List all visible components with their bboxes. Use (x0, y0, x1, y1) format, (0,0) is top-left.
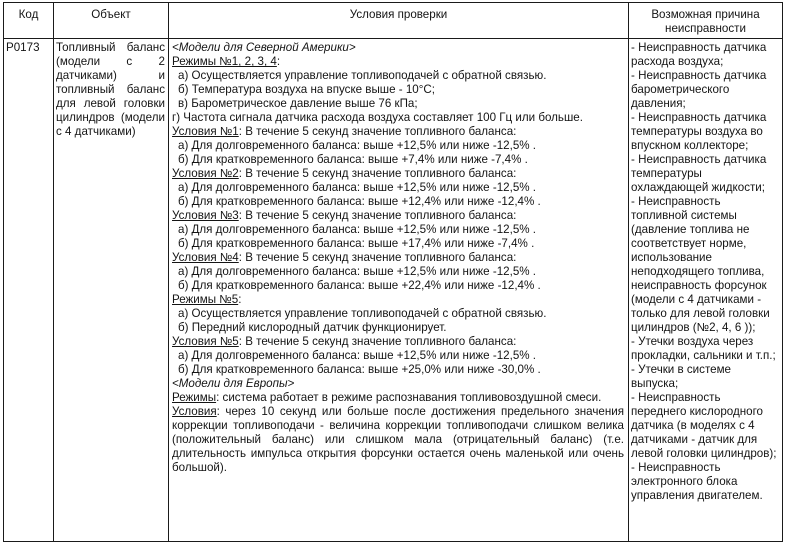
eu-modes-text: : система работает в режиме распознавания топливовоздушной смеси. (216, 391, 602, 404)
condition-text: : В течение 5 секунд значение топливного баланса: (238, 251, 517, 264)
cause-item: - Неисправность переднего кислородного датчика (в моделях с 4 датчиками - датчик для левой головки цилиндров); (631, 391, 777, 460)
condition-label: Условия №2 (172, 167, 239, 180)
cause-item: - Неисправность топливной системы (давление топлива не соответствует норме, использование неподходящего топлива, неисправность форсунок (модели с 4 датчиками - только для левой головки цилиндров (№2, 4, 6 )); (631, 195, 770, 334)
eu-cond-label: Условия (172, 405, 217, 418)
condition-text: : В течение 5 секунд значение топливного баланса: (238, 335, 517, 348)
condition-item: а) Для долговременного баланса: выше +12,5% или ниже -12,5% . (178, 139, 537, 152)
mode-item: б) Температура воздуха на впуске выше - 10°С; (178, 83, 435, 96)
condition-item: а) Для долговременного баланса: выше +12,5% или ниже -12,5% . (178, 265, 537, 278)
condition-heading (172, 209, 624, 223)
modes-label: Режимы №1, 2, 3, 4 (172, 55, 277, 68)
condition-item: б) Для кратковременного баланса: выше +12,4% или ниже -12,4% . (178, 195, 541, 208)
mode5-heading (172, 293, 624, 307)
eu-cond-text: : через 10 секунд или больше после достижения предельного значения коррекции топливоподачи - величина коррекции топливоподачи слишком велика (положительный баланс) или слишком мала (отрицательный баланс) (т.е. длительность импульса открытия форсунки остается очень маленькой или очень большой). (172, 405, 624, 474)
header-cause: Возможная причина неисправности (629, 3, 783, 39)
condition-item: б) Для кратковременного баланса: выше +17,4% или ниже -7,4% . (178, 237, 535, 250)
mode-item: в) Барометрическое давление выше 76 кПа; (178, 97, 418, 110)
mode5-suffix: : (238, 293, 242, 306)
condition-item: б) Для кратковременного баланса: выше +7,4% или ниже -7,4% . (178, 153, 528, 166)
diagnostic-table (3, 2, 783, 542)
eu-conditions (172, 405, 624, 475)
modes-suffix: : (276, 55, 281, 68)
section-title-na: <Модели для Северной Америки> (172, 41, 356, 54)
condition-label: Условия №5 (172, 335, 239, 348)
cause-item: - Неисправность электронного блока управления двигателем. (631, 461, 763, 502)
cause-item: - Утечки в системе выпуска; (631, 363, 731, 390)
fault-code: P0173 (4, 39, 54, 542)
eu-modes (172, 391, 624, 405)
section-title-eu: <Модели для Европы> (172, 377, 295, 390)
check-conditions (169, 39, 629, 542)
condition-item: б) Для кратковременного баланса: выше +22,4% или ниже -12,4% . (178, 279, 541, 292)
condition-text: : В течение 5 секунд значение топливного баланса: (238, 167, 517, 180)
condition-item: а) Для долговременного баланса: выше +12,5% или ниже -12,5% . (178, 349, 537, 362)
condition-item: а) Для долговременного баланса: выше +12,5% или ниже -12,5% . (178, 223, 537, 236)
condition-text: : В течение 5 секунд значение топливного баланса: (238, 209, 517, 222)
condition-item: а) Для долговременного баланса: выше +12,5% или ниже -12,5% . (178, 181, 537, 194)
header-row (4, 3, 783, 39)
condition-label: Условия №4 (172, 251, 239, 264)
condition-label: Условия №3 (172, 209, 239, 222)
mode-item: а) Осуществляется управление топливоподачей с обратной связью. (178, 69, 547, 82)
condition-heading (172, 167, 624, 181)
cause-item: - Утечки воздуха через прокладки, сальники и т.п.; (631, 335, 776, 362)
possible-causes (629, 39, 783, 542)
mode-item: г) Частота сигнала датчика расхода воздуха составляет 100 Гц или больше. (172, 111, 583, 124)
condition-heading (172, 125, 624, 139)
condition-heading (172, 335, 624, 349)
mode-item: а) Осуществляется управление топливоподачей с обратной связью. (178, 307, 547, 320)
mode-item: б) Передний кислородный датчик функционирует. (178, 321, 447, 334)
cause-item: - Неисправность датчика температуры охлаждающей жидкости; (631, 153, 767, 194)
table-row (4, 39, 783, 542)
condition-label: Условия №1 (172, 125, 239, 138)
mode5-label: Режимы №5 (172, 293, 239, 306)
modes-heading (172, 55, 624, 69)
condition-text: : В течение 5 секунд значение топливного баланса: (238, 125, 517, 138)
cause-item: - Неисправность датчика температуры воздуха во впускном коллекторе; (631, 111, 767, 152)
eu-modes-label: Режимы (172, 391, 217, 404)
header-object: Объект (54, 3, 169, 39)
header-conditions: Условия проверки (169, 3, 629, 39)
fault-object: Топливный баланс (модели с 2 датчиками) и топливный баланс для левой головки цилиндров (модели с 4 датчиками) (54, 39, 169, 542)
condition-item: б) Для кратковременного баланса: выше +25,0% или ниже -30,0% . (178, 363, 541, 376)
header-code: Код (4, 3, 54, 39)
condition-heading (172, 251, 624, 265)
cause-item: - Неисправность датчика барометрического давления; (631, 69, 767, 110)
cause-item: - Неисправность датчика расхода воздуха; (631, 41, 767, 68)
